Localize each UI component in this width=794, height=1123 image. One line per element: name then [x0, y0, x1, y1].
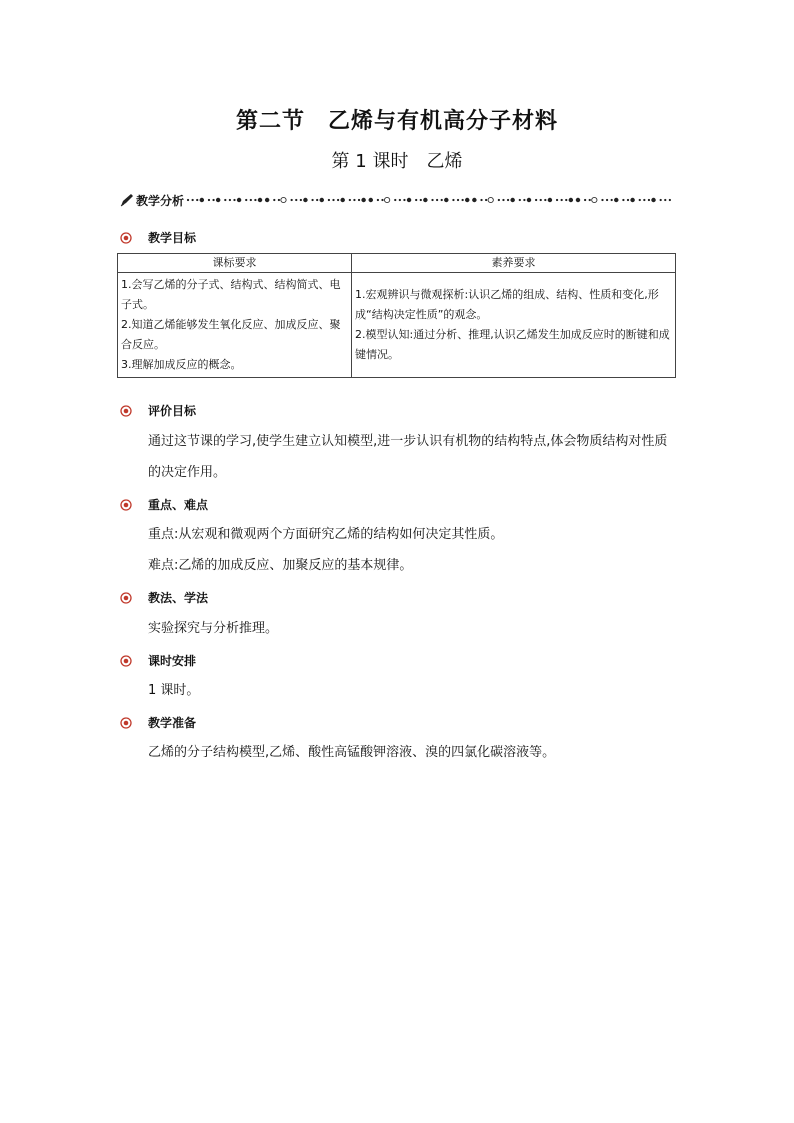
table-header-row — [118, 254, 676, 273]
difficult-point: 难点:乙烯的加成反应、加聚反应的基本规律。 — [148, 558, 413, 573]
section-title: 重点、难点 — [148, 498, 209, 512]
target-bullet-icon — [120, 717, 132, 729]
section-title: 教学准备 — [148, 716, 197, 730]
list-item: 2.模型认知:通过分析、推理,认识乙烯发生加成反应时的断键和成键情况。 — [355, 328, 670, 361]
section-methods — [120, 589, 208, 606]
header-competency: 素养要求 — [352, 254, 676, 273]
section-preparation — [120, 714, 196, 731]
target-bullet-icon — [120, 405, 132, 417]
section-schedule — [120, 652, 196, 669]
target-bullet-icon — [120, 655, 132, 667]
list-item: 2.知道乙烯能够发生氧化反应、加成反应、聚合反应。 — [121, 318, 341, 351]
evaluation-text: 通过这节课的学习,使学生建立认知模型,进一步认识有机物的结构特点,体会物质结构对性质的决定作用。 — [148, 434, 668, 480]
target-bullet-icon — [120, 232, 132, 244]
section-title: 教法、学法 — [148, 591, 209, 605]
schedule-text: 1 课时。 — [148, 683, 200, 698]
key-points-text — [120, 519, 676, 581]
section-teaching-goals — [120, 229, 196, 246]
lesson-subtitle: 第 1 课时 乙烯 — [331, 151, 463, 172]
key-point: 重点:从宏观和微观两个方面研究乙烯的结构如何决定其性质。 — [148, 527, 504, 542]
decorative-dots — [186, 194, 676, 206]
target-bullet-icon — [120, 499, 132, 511]
target-bullet-icon — [120, 592, 132, 604]
page-title: 第二节 乙烯与有机高分子材料 — [235, 109, 558, 134]
preparation-text: 乙烯的分子结构模型,乙烯、酸性高锰酸钾溶液、溴的四氯化碳溶液等。 — [148, 745, 556, 760]
curriculum-cell — [118, 273, 352, 378]
list-item: 3.理解加成反应的概念。 — [121, 358, 242, 371]
section-evaluation — [120, 402, 196, 419]
section-key-points — [120, 496, 208, 513]
section-title: 教学目标 — [148, 231, 197, 245]
competency-cell — [352, 273, 676, 378]
methods-text: 实验探究与分析推理。 — [148, 621, 279, 636]
table-row — [118, 273, 676, 378]
list-item: 1.宏观辨识与微观探析:认识乙烯的组成、结构、性质和变化,形成“结构决定性质”的观念。 — [355, 288, 659, 321]
section-title: 课时安排 — [148, 654, 197, 668]
goals-table — [117, 253, 676, 378]
pen-icon — [120, 193, 134, 207]
section-title: 评价目标 — [148, 404, 197, 418]
list-item: 1.会写乙烯的分子式、结构式、结构简式、电子式。 — [121, 278, 341, 311]
teaching-analysis-banner — [120, 192, 676, 208]
banner-label: 教学分析 — [136, 193, 185, 208]
header-curriculum: 课标要求 — [118, 254, 352, 273]
